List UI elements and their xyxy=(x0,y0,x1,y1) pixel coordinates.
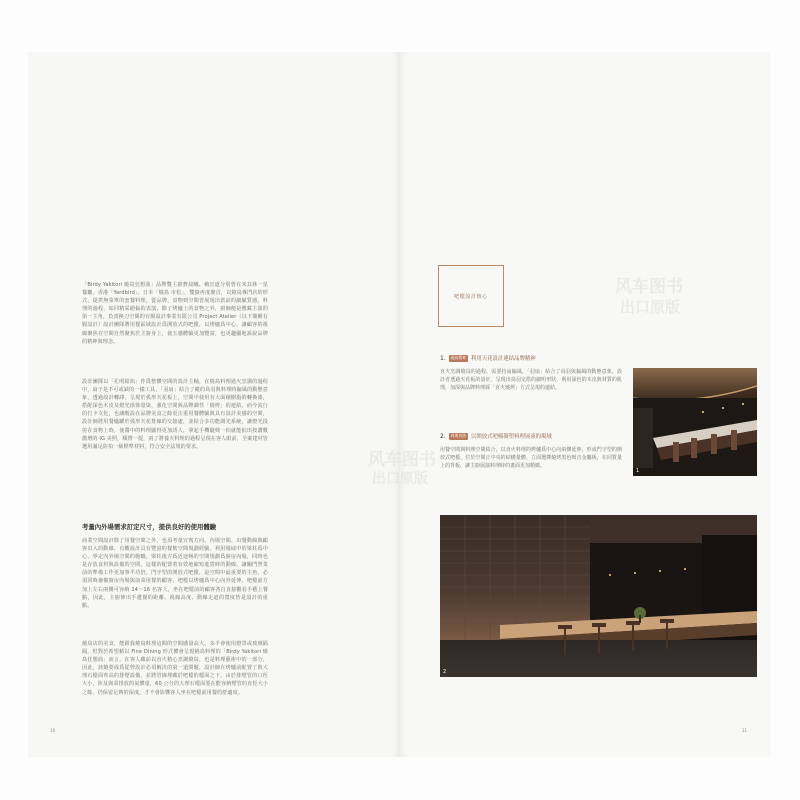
design-core-box: 吧檯設計核心 xyxy=(438,265,504,327)
item-2-number: 2. xyxy=(440,432,446,440)
photo-1-label: 1 xyxy=(636,468,640,474)
section-heading: 考量內外場需求訂定尺寸，提供良好的使用體驗 xyxy=(82,523,217,531)
item-1-title: 利用天花設計連結品牌精神 xyxy=(470,356,536,362)
item-2-title: 以開放式吧檯凝塑料理展演的場域 xyxy=(470,434,552,440)
watermark-mid-cn: 风车图书 xyxy=(368,450,436,470)
bar-glass-wall-photo xyxy=(440,515,757,677)
bar-photo-art xyxy=(440,515,757,677)
item-1-text: 直火烹調燒鳥的過程，需要持扇搧風，「羽扇」結合了鳥羽與搧風的動態意象，設計者透過天花板的設計，呈現出鳥羽交搭的細明形狀，利用深色的木皮與材質的肌理，加深與品牌料理採「直火燒烤」方式呈現的連結。 xyxy=(440,369,622,391)
left-paragraph-1: 「Birdy Yakitori 燒鳥狂想曲」品牌雙主廚費晨曦、賴宣道分別曾在米其林一星餐廳，香港「Yardbird」、日本「燒鳥 市松」，雙廚再度聚首，以燒鳥專門店的形式，提供無菜單的套餐料理，從品牌、食物到空間皆展現出當前的細膩質感，料理的過程，如同精采絕倫的表演，除了烤爐上的食物之外，廚師便是獲藏主演的第一主角，負責換刀空間的有腥設計事業有限公司 Project Atelier（以下簡稱有腥設計）設計團隊將用餐區域設計爲開放式的吧檯，以烤爐爲中心，讓顧客的視線聚焦在空間自然聚焦於主廚身上，使五感體驗更加豐富，也更趣顯地訴說品牌的精神與理念。 xyxy=(82,282,268,345)
page-number-left: 10 xyxy=(50,728,56,733)
watermark-mid-en: 出口原版 xyxy=(372,471,428,487)
left-paragraph-2: 設計團隊以「孔明鉛焰」作爲整體空間的設計主軸，在燒鳥料理過火烹調的過程中，扇子是不可或缺的一樣工具，「羽扇」結合了縱的鳥羽與料理時搧風的動態意象，透過設計轉譯，呈現於弧形天花板上，空間中使用有大面積樹脂的轉換漆，搭配深色木皮及燈光徐徐量染，強化空間與品牌調性「燒烤」的連結。而今流行的打卡文化，也讓醒設在品牌美食之餘更注重用餐體驗與具有設計美感的空間，設計師將用餐爐罐於弧形天花排線的交接處，並結合多功能調光系統，讓燈光投射在食物上時，使醬中的料理顯得更加誘人，拿起手機隨興一拍就能拍出按讚數激增的 IG 美照，順帶一提，兩了將養火料理的過程呈現在客人眼前，全案建材皆選用滿足防拍一級標準材料，符合安全法規的要求。 xyxy=(82,379,268,450)
restaurant-counter-photo xyxy=(633,368,757,476)
left-paragraph-3: 商業空間設計除了用餐空間之外，也須考量宣賓方向、內場空間、出餐動線與顧客出入的動線，有概設計具有豐富的餐飲空間規劃經驗，利用場域中的梁柱爲中心，界定內外場空間的範疇，梁柱後方爲近途畅的空間規劃爲廚房內場，同時也是存放食材與設備的空間，這樣的配置着有效地縮短進貨時的動線，讓關門營業前的準備工作更加事半功倍，門字型的開放式吧檯，是空間中最重要的主角，必須同時兼備廚房內場與前菜用餐的顧客，吧檯以烤爐爲中心向外延伸，吧檯前方加上左右兩側可容納 14～16 名客人，坐在吧檯前的顧客各自直接觀看手藝上餐點，因此，主廚伸出手遞餐的距離、視線高度、動線走道的寬度皆是設計的重點。 xyxy=(82,538,268,609)
item-1-tag: 燒鳥精神 xyxy=(450,355,466,360)
watermark-top-en: 出口原版 xyxy=(620,298,681,316)
photo-2-label: 2 xyxy=(443,669,447,675)
item-2-text: 用餐空間與料理空間結合，以直火料理的烤爐爲中心向兩側延伸，形成門字型的開放式吧檯，位於空間正中央的結構量體，立面選擇燒烤黑色吸音金屬板，在同質量上的背板，讓主廚展演料理時的畫面更加精緻。 xyxy=(440,447,622,469)
item-1-number: 1. xyxy=(440,354,446,362)
left-paragraph-4: 燒鳥店的美食，能跟我燒鳥料理這間的空間感量高大，多半會使用燈罩或玻璃隔隔，但對於希望藉以 Fine Dining 形式體會呈現燒鳥料理的「Birdy Yakitori 燒鳥狂想曲」而言，在客人藏前以直火精心烹調燒鳥，也是料理藝術中的一部分，因此，該燒要成爲從營設計必須解決的第一道問題，設計師在烤爐前配置了與大理石檯面齊高的排煙設備，並將管線埋藏於吧檯的檯面之下，由於排煙管的口徑大小，涉及與菜排放的氣體量，60 公分的大理石檯面要在能容納煙管的直徑大小之餘，仍保留足夠的深度，才不會影響客人坐在吧檯前用餐的舒適度。 xyxy=(82,641,268,696)
item-2-heading xyxy=(440,432,630,440)
counter-photo-art xyxy=(633,368,757,476)
page-number-right: 11 xyxy=(742,728,748,733)
item-1-heading xyxy=(440,354,630,362)
item-2-tag: 料理表演 xyxy=(450,433,466,438)
watermark-top-cn: 风车图书 xyxy=(615,277,683,297)
